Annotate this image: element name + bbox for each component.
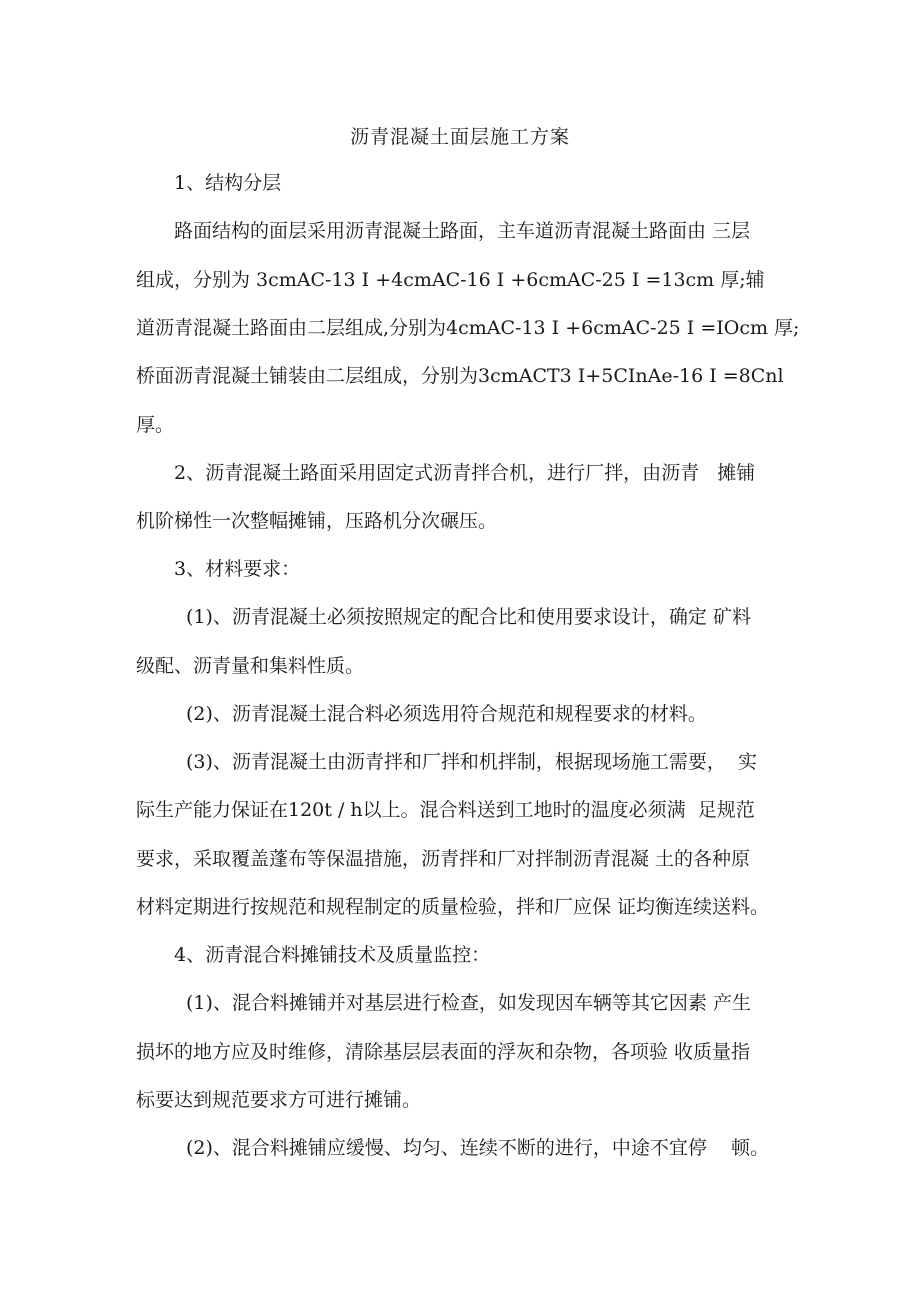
list-item-line: (2)、混合料摊铺应缓慢、均匀、连续不断的进行，中途不宜停 顿。 xyxy=(186,1137,770,1159)
paragraph-line: 机阶梯性一次整幅摊铺，压路机分次碾压。 xyxy=(136,510,498,532)
list-item-line: 级配、沥青量和集料性质。 xyxy=(136,655,365,677)
list-item-line: (2)、沥青混凝土混合料必须选用符合规范和规程要求的材料。 xyxy=(186,703,707,725)
paragraph-line: 路面结构的面层采用沥青混凝土路面，主车道沥青混凝土路面由 三层 xyxy=(174,220,751,242)
paragraph-line: 桥面沥青混凝土铺装由二层组成，分别为3cmACT3 I+5CInAe-16 I =8Cnl xyxy=(136,365,784,387)
list-item-line: (3)、沥青混凝土由沥青拌和厂拌和机拌制，根据现场施工需要， 实 xyxy=(186,751,757,773)
list-item-line: 要求，采取覆盖蓬布等保温措施，沥青拌和厂对拌制沥青混凝 土的各种原 xyxy=(136,848,751,870)
list-item-line: 损坏的地方应及时维修，清除基层层表面的浮灰和杂物，各项验 收质量指 xyxy=(136,1041,751,1063)
paragraph-line: 组成，分别为 3cmAC-13 I +4cmAC-16 I +6cmAC-25 I =13cm 厚;辅 xyxy=(136,269,765,291)
paragraph-line: 道沥青混凝土路面由二层组成,分别为4cmAC-13 I +6cmAC-25 I =IOcm 厚; xyxy=(136,317,800,339)
list-item-line: 标要达到规范要求方可进行摊铺。 xyxy=(136,1089,422,1111)
section-heading-2: 2、沥青混凝土路面采用固定式沥青拌合机，进行厂拌，由沥青 摊铺 xyxy=(174,462,756,484)
section-heading-3: 3、材料要求： xyxy=(174,558,301,580)
paragraph-line: 厚。 xyxy=(136,414,175,436)
page-title: 沥青混凝土面层施工方案 xyxy=(349,126,570,148)
list-item-line: 材料定期进行按规范和规程制定的质量检验，拌和厂应保 证均衡连续送料。 xyxy=(136,896,770,918)
list-item-line: (1)、沥青混凝土必须按照规定的配合比和使用要求设计，确定 矿料 xyxy=(186,606,751,628)
section-heading-1: 1、结构分层 xyxy=(174,172,282,194)
list-item-line: 际生产能力保证在120t / h以上。混合料送到工地时的温度必须满 足规范 xyxy=(136,799,755,821)
section-heading-4: 4、沥青混合料摊铺技术及质量监控： xyxy=(174,944,491,966)
list-item-line: (1)、混合料摊铺并对基层进行检查，如发现因车辆等其它因素 产生 xyxy=(186,992,751,1014)
